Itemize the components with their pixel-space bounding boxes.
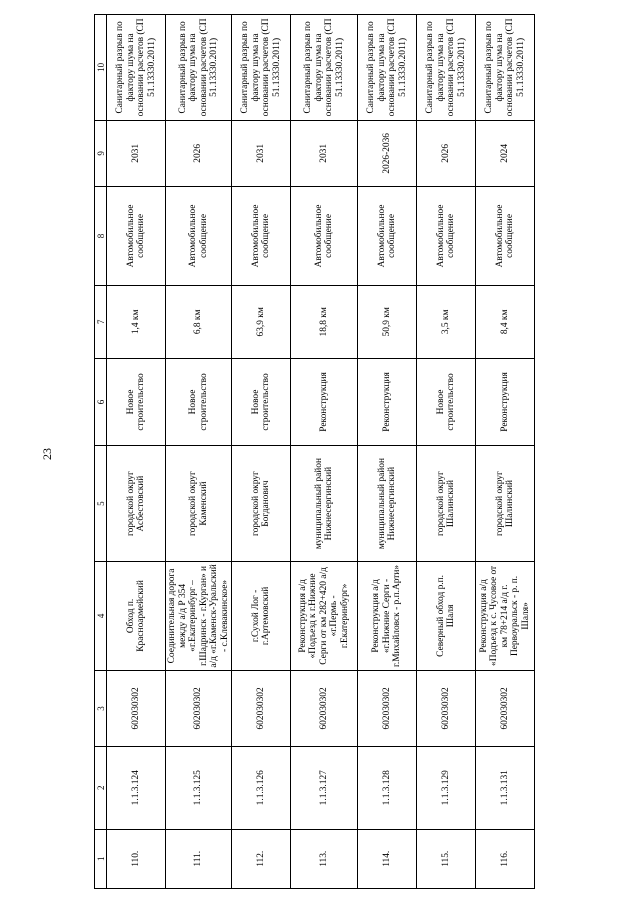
row-number: 111.	[166, 829, 232, 888]
column-header: 3	[95, 670, 107, 746]
row-location: городской округ Шалинский	[476, 446, 535, 562]
row-zone: Санитарный разрыв по фактору шума на основании расчетов (СП 51.13330.2011)	[476, 15, 535, 121]
row-length: 3,5 км	[417, 286, 476, 359]
row-object-code: 602030302	[417, 670, 476, 746]
row-year: 2026	[166, 120, 232, 186]
row-zone: Санитарный разрыв по фактору шума на основании расчетов (СП 51.13330.2011)	[417, 15, 476, 121]
row-length: 8,4 км	[476, 286, 535, 359]
row-name: Обход п. Красноармейский	[107, 561, 166, 670]
row-location: муниципальный район Нижнесергинский	[358, 446, 417, 562]
row-length: 63,9 км	[232, 286, 291, 359]
row-length: 18,8 км	[291, 286, 358, 359]
row-purpose: Автомобильное сообщение	[417, 186, 476, 285]
page-number: 23	[40, 448, 54, 460]
row-zone: Санитарный разрыв по фактору шума на основании расчетов (СП 51.13330.2011)	[291, 15, 358, 121]
row-year: 2024	[476, 120, 535, 186]
row-year: 2026-2036	[358, 120, 417, 186]
column-header: 10	[95, 15, 107, 121]
column-header: 2	[95, 746, 107, 829]
table-header-row	[95, 15, 107, 889]
row-type: Новое строительство	[417, 358, 476, 446]
row-zone: Санитарный разрыв по фактору шума на основании расчетов (СП 51.13330.2011)	[166, 15, 232, 121]
row-number: 110.	[107, 829, 166, 888]
row-code: 1.1.3.125	[166, 746, 232, 829]
row-object-code: 602030302	[107, 670, 166, 746]
row-location: городской округ Шалинский	[417, 446, 476, 562]
row-code: 1.1.3.124	[107, 746, 166, 829]
row-purpose: Автомобильное сообщение	[232, 186, 291, 285]
row-type: Реконструкция	[358, 358, 417, 446]
row-location: городской округ Асбестовский	[107, 446, 166, 562]
row-type: Новое строительство	[232, 358, 291, 446]
row-purpose: Автомобильное сообщение	[107, 186, 166, 285]
row-length: 6,8 км	[166, 286, 232, 359]
row-length: 50,9 км	[358, 286, 417, 359]
column-header: 1	[95, 829, 107, 888]
row-number: 115.	[417, 829, 476, 888]
table-row	[417, 15, 476, 889]
table-row	[166, 15, 232, 889]
row-object-code: 602030302	[291, 670, 358, 746]
row-type: Новое строительство	[166, 358, 232, 446]
row-name: Соединительная дорога между а/д Р 354 «г.Екатеринбург – г.Шадринск - г.Курган» и а/д «г.Каменск-Уральский - с.Клевакинское»	[166, 561, 232, 670]
row-name: Реконструкция а/д «Подъезд к г.Нижние Серги от км 282+420 а/д «г.Пермь - г.Екатеринбург»	[291, 561, 358, 670]
row-code: 1.1.3.126	[232, 746, 291, 829]
objects-table	[94, 14, 535, 889]
row-year: 2031	[232, 120, 291, 186]
row-zone: Санитарный разрыв по фактору шума на основании расчетов (СП 51.13330.2011)	[358, 15, 417, 121]
column-header: 9	[95, 120, 107, 186]
row-location: городской округ Богданович	[232, 446, 291, 562]
row-purpose: Автомобильное сообщение	[476, 186, 535, 285]
column-header: 8	[95, 186, 107, 285]
row-number: 116.	[476, 829, 535, 888]
row-length: 1,4 км	[107, 286, 166, 359]
row-number: 112.	[232, 829, 291, 888]
row-location: муниципальный район Нижнесергинский	[291, 446, 358, 562]
table-row	[232, 15, 291, 889]
column-header: 5	[95, 446, 107, 562]
rotated-table-container	[94, 14, 555, 889]
row-name: Реконструкция а/д «Подъезд к с. Чусовое от км 78+214 а/д г. Первоуральск - р. п. Шаля»	[476, 561, 535, 670]
table-row	[107, 15, 166, 889]
column-header: 7	[95, 286, 107, 359]
table-row	[476, 15, 535, 889]
row-object-code: 602030302	[232, 670, 291, 746]
row-purpose: Автомобильное сообщение	[291, 186, 358, 285]
table-row	[358, 15, 417, 889]
column-header: 4	[95, 561, 107, 670]
table-row	[291, 15, 358, 889]
row-number: 114.	[358, 829, 417, 888]
row-code: 1.1.3.129	[417, 746, 476, 829]
row-type: Реконструкция	[291, 358, 358, 446]
row-type: Новое строительство	[107, 358, 166, 446]
row-location: городской округ Каменский	[166, 446, 232, 562]
row-name: Северный обход р.п. Шаля	[417, 561, 476, 670]
row-type: Реконструкция	[476, 358, 535, 446]
column-header: 6	[95, 358, 107, 446]
row-year: 2031	[291, 120, 358, 186]
row-object-code: 602030302	[358, 670, 417, 746]
row-purpose: Автомобильное сообщение	[166, 186, 232, 285]
row-name: Реконструкция а/д «г.Нижние Серги - г.Михайловск - р.п.Арти»	[358, 561, 417, 670]
row-object-code: 602030302	[476, 670, 535, 746]
row-code: 1.1.3.127	[291, 746, 358, 829]
row-zone: Санитарный разрыв по фактору шума на основании расчетов (СП 51.13330.2011)	[232, 15, 291, 121]
row-object-code: 602030302	[166, 670, 232, 746]
row-name: г.Сухой Лог - г.Артемовский	[232, 561, 291, 670]
row-zone: Санитарный разрыв по фактору шума на основании расчетов (СП 51.13330.2011)	[107, 15, 166, 121]
row-code: 1.1.3.128	[358, 746, 417, 829]
row-code: 1.1.3.131	[476, 746, 535, 829]
row-number: 113.	[291, 829, 358, 888]
row-purpose: Автомобильное сообщение	[358, 186, 417, 285]
row-year: 2026	[417, 120, 476, 186]
row-year: 2031	[107, 120, 166, 186]
